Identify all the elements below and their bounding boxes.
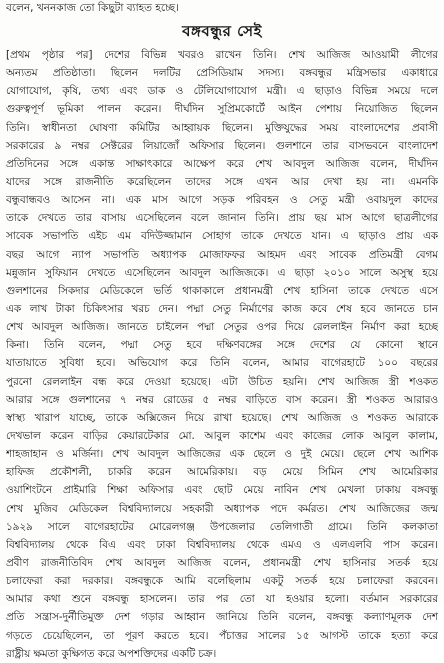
article-line: রাষ্ট্রীয় ক্ষমতা কুক্ষিগত করে অপশক্তিদের একটি চক্র। — [6, 647, 217, 660]
article-line: সরকারের ৯ নম্বর সেক্টরের লিয়াজোঁ অফিসার ছিলেন। গুলশানে তার বাসভবনে বাংলাদেশ — [6, 139, 438, 152]
article-line: বন্ধুবান্ধবও আসেন না। এক মাস আগে সড়ক পরিবহন ও সেতু মন্ত্রী ওবায়দুল কাদের — [6, 194, 438, 207]
article-line: সাবেক সভাপতি এইচ এম বদিউজ্জামান সোহাগ তাকে দেখতে যান। এ ছাড়াও প্রায় এক — [6, 230, 438, 243]
article-line: বিশ্ববিদ্যালয় থেকে বিএ এবং ঢাকা বিশ্ববিদ্যালয় থেকে এমএ ও এলএলবি পাস করেন। — [6, 538, 438, 551]
article-line: গুলশানের সিকদার মেডিকেলে ভর্তি থাকাকালে প্রধানমন্ত্রী শেখ হাসিনা তাকে দেখতে এসে — [6, 284, 438, 297]
article-line: শেখ আবদুল আজিজ। জানতে চাইলেন পদ্মা সেতুর ওপর দিয়ে রেললাইন নির্মাণ করা হচ্ছে — [6, 321, 438, 334]
article-line: যোগাযোগ, কৃষি, তথ্য এবং ডাক ও টেলিযোগাযোগ মন্ত্রী। এ ছাড়াও বিভিন্ন সময়ে দলে — [6, 85, 438, 98]
article-line: শেখ মুজিব মেডিকেল বিশ্ববিদ্যালয়ে সহকারী অধ্যাপক পদে কর্মরত। শেখ আজিজের জন্ম — [6, 502, 438, 515]
article-line: এক লাখ টাকা চিকিৎসার খরচ দেন। পদ্মা সেতু নির্মাণের কাজ কবে শেষ হবে জানতে চান — [6, 302, 438, 315]
article-line: গড়তে চেয়েছিলেন, তা পূরণ করতে হবে। পঁচাত্তর সালের ১৫ আগস্ট তাকে হত্যা করে — [6, 629, 438, 642]
article-line: পুরনো রেললাইন বন্ধ করে দেওয়া হয়েছে। এটা উচিত হয়নি। শেখ আজিজ স্ত্রী শওকত — [6, 375, 438, 388]
article-line: তিনি। স্বাধীনতা ঘোষণা কমিটির আহ্বায়ক ছিলেন। মুক্তিযুদ্ধের সময় বাংলাদেশের প্রবাসী — [6, 121, 438, 134]
article-line: প্রবীণ রাজনীতিবিদ শেখ আবদুল আজিজ বলেন, প্রধানমন্ত্রী শেখ হাসিনার সতর্ক হয়ে — [6, 556, 438, 569]
article-line: মন্নুজান সুফিয়ান দেখতে এসেছিলেন আবদুল আজিজকে। এ ছাড়া ২০১০ সালে অসুস্থ হয়ে — [6, 266, 438, 279]
article-line: প্রতিদিনের সঙ্গে একান্ত সাক্ষাৎকারে আক্ষেপ করে শেখ আবদুল আজিজ বলেন, দীর্ঘদিন — [6, 157, 438, 170]
article-line: ১৯২৯ সালে বাগেরহাটের মোরেলগঞ্জ উপজেলার তেলিগাতী গ্রামে। তিনি কলকাতা — [6, 520, 438, 533]
article-line: স্বাস্থ্য খারাপ যাচ্ছে, তাকে অক্সিজেন দিয়ে রাখা হয়েছে। শেখ আজিজ ও শওকত আরাকে — [6, 411, 438, 424]
previous-article-fragment: বলেন, খননকাজ তো কিছুটা ব্যাহত হচ্ছে। — [6, 2, 179, 14]
article-line: [প্রথম পৃষ্ঠার পর] দেশের বিভিন্ন খবরও রাখেন তিনি। শেখ আজিজ আওয়ামী লীগের — [6, 49, 438, 61]
article-line: কিনা। তিনি বলেন, পদ্মা সেতু হবে দক্ষিণবঙ্গের সঙ্গে দেশের যে কোনো স্থানে — [6, 339, 438, 352]
article-line: প্রতি সন্ত্রাস-দুর্নীতিমুক্ত দেশ গড়ার আহ্বান জানিয়ে তিনি বলেন, বঙ্গবন্ধু কল্যাণমূলক দেশ — [6, 611, 438, 624]
article-line: হাফিজ প্রকৌশলী, চাকরি করেন আমেরিকায়। বড় মেয়ে সিমিন শেখ আমেরিকার — [6, 466, 438, 479]
article-line: দেখভাল করেন বাড়ির কেয়ারটেকার মো. আবুল কাশেম এবং কাজের লোক আবুল কালাম, — [6, 429, 438, 442]
article-line: অন্যতম প্রতিষ্ঠাতা। ছিলেন দলটির প্রেসিডিয়াম সদস্য। বঙ্গবন্ধুর মন্ত্রিসভার একাধারে — [6, 67, 438, 80]
article-line: আরার সঙ্গে গুলশানের ৭ নম্বর রোডের ৫ নম্বর বাড়িতে বাস করেন। স্ত্রী শওকত আরারও — [6, 393, 438, 406]
article-line: তাকে দেখতে তার বাসায় এসেছিলেন বলে জানান তিনি। প্রায় ছয় মাস আগে ছাত্রলীগের — [6, 212, 438, 225]
article-line: ওয়াশিংটনে প্রাইমারি শিক্ষা অফিসার এবং ছোট মেয়ে নাবিন শেখ মেখলা ঢাকায় বঙ্গবন্ধু — [6, 484, 438, 497]
article-line: যাতায়াতে সুবিধা হবে। অভিযোগ করে তিনি বলেন, আমার বাগেরহাটে ১০০ বছরের — [6, 357, 438, 370]
article-line: গুরুত্বপূর্ণ ভূমিকা পালন করেন। দীর্ঘদিন সুপ্রিমকোর্টে আইন পেশায় নিয়োজিত ছিলেন — [6, 103, 438, 116]
article-headline: বঙ্গবন্ধুর সেই — [182, 22, 262, 40]
article-line: আমার কথা শুনে বঙ্গবন্ধু হাসলেন। তার পর তো যা হওয়ার হলো। বর্তমান সরকারের — [6, 593, 438, 606]
article-line: বছর আগে ন্যাপ সভাপতি অধ্যাপক মোজাফফর আহমদ এবং সাবেক প্রতিমন্ত্রী বেগম — [6, 248, 438, 261]
article-body — [6, 46, 438, 663]
article-line: চলাফেরা করা দরকার। বঙ্গবন্ধুকে আমি বলেছিলাম একটু সতর্ক হয়ে চলাফেরা করবেন। — [6, 575, 438, 588]
article-line: যাদের সঙ্গে রাজনীতি করেছিলেন তাদের সঙ্গে এখন আর দেখা হয় না। এমনকি — [6, 175, 438, 188]
article-line: শাহজাহান ও মর্জিনা। শেখ আবদুল আজিজের এক ছেলে ও দুই মেয়ে। ছেলে শেখ আশিক — [6, 448, 438, 461]
